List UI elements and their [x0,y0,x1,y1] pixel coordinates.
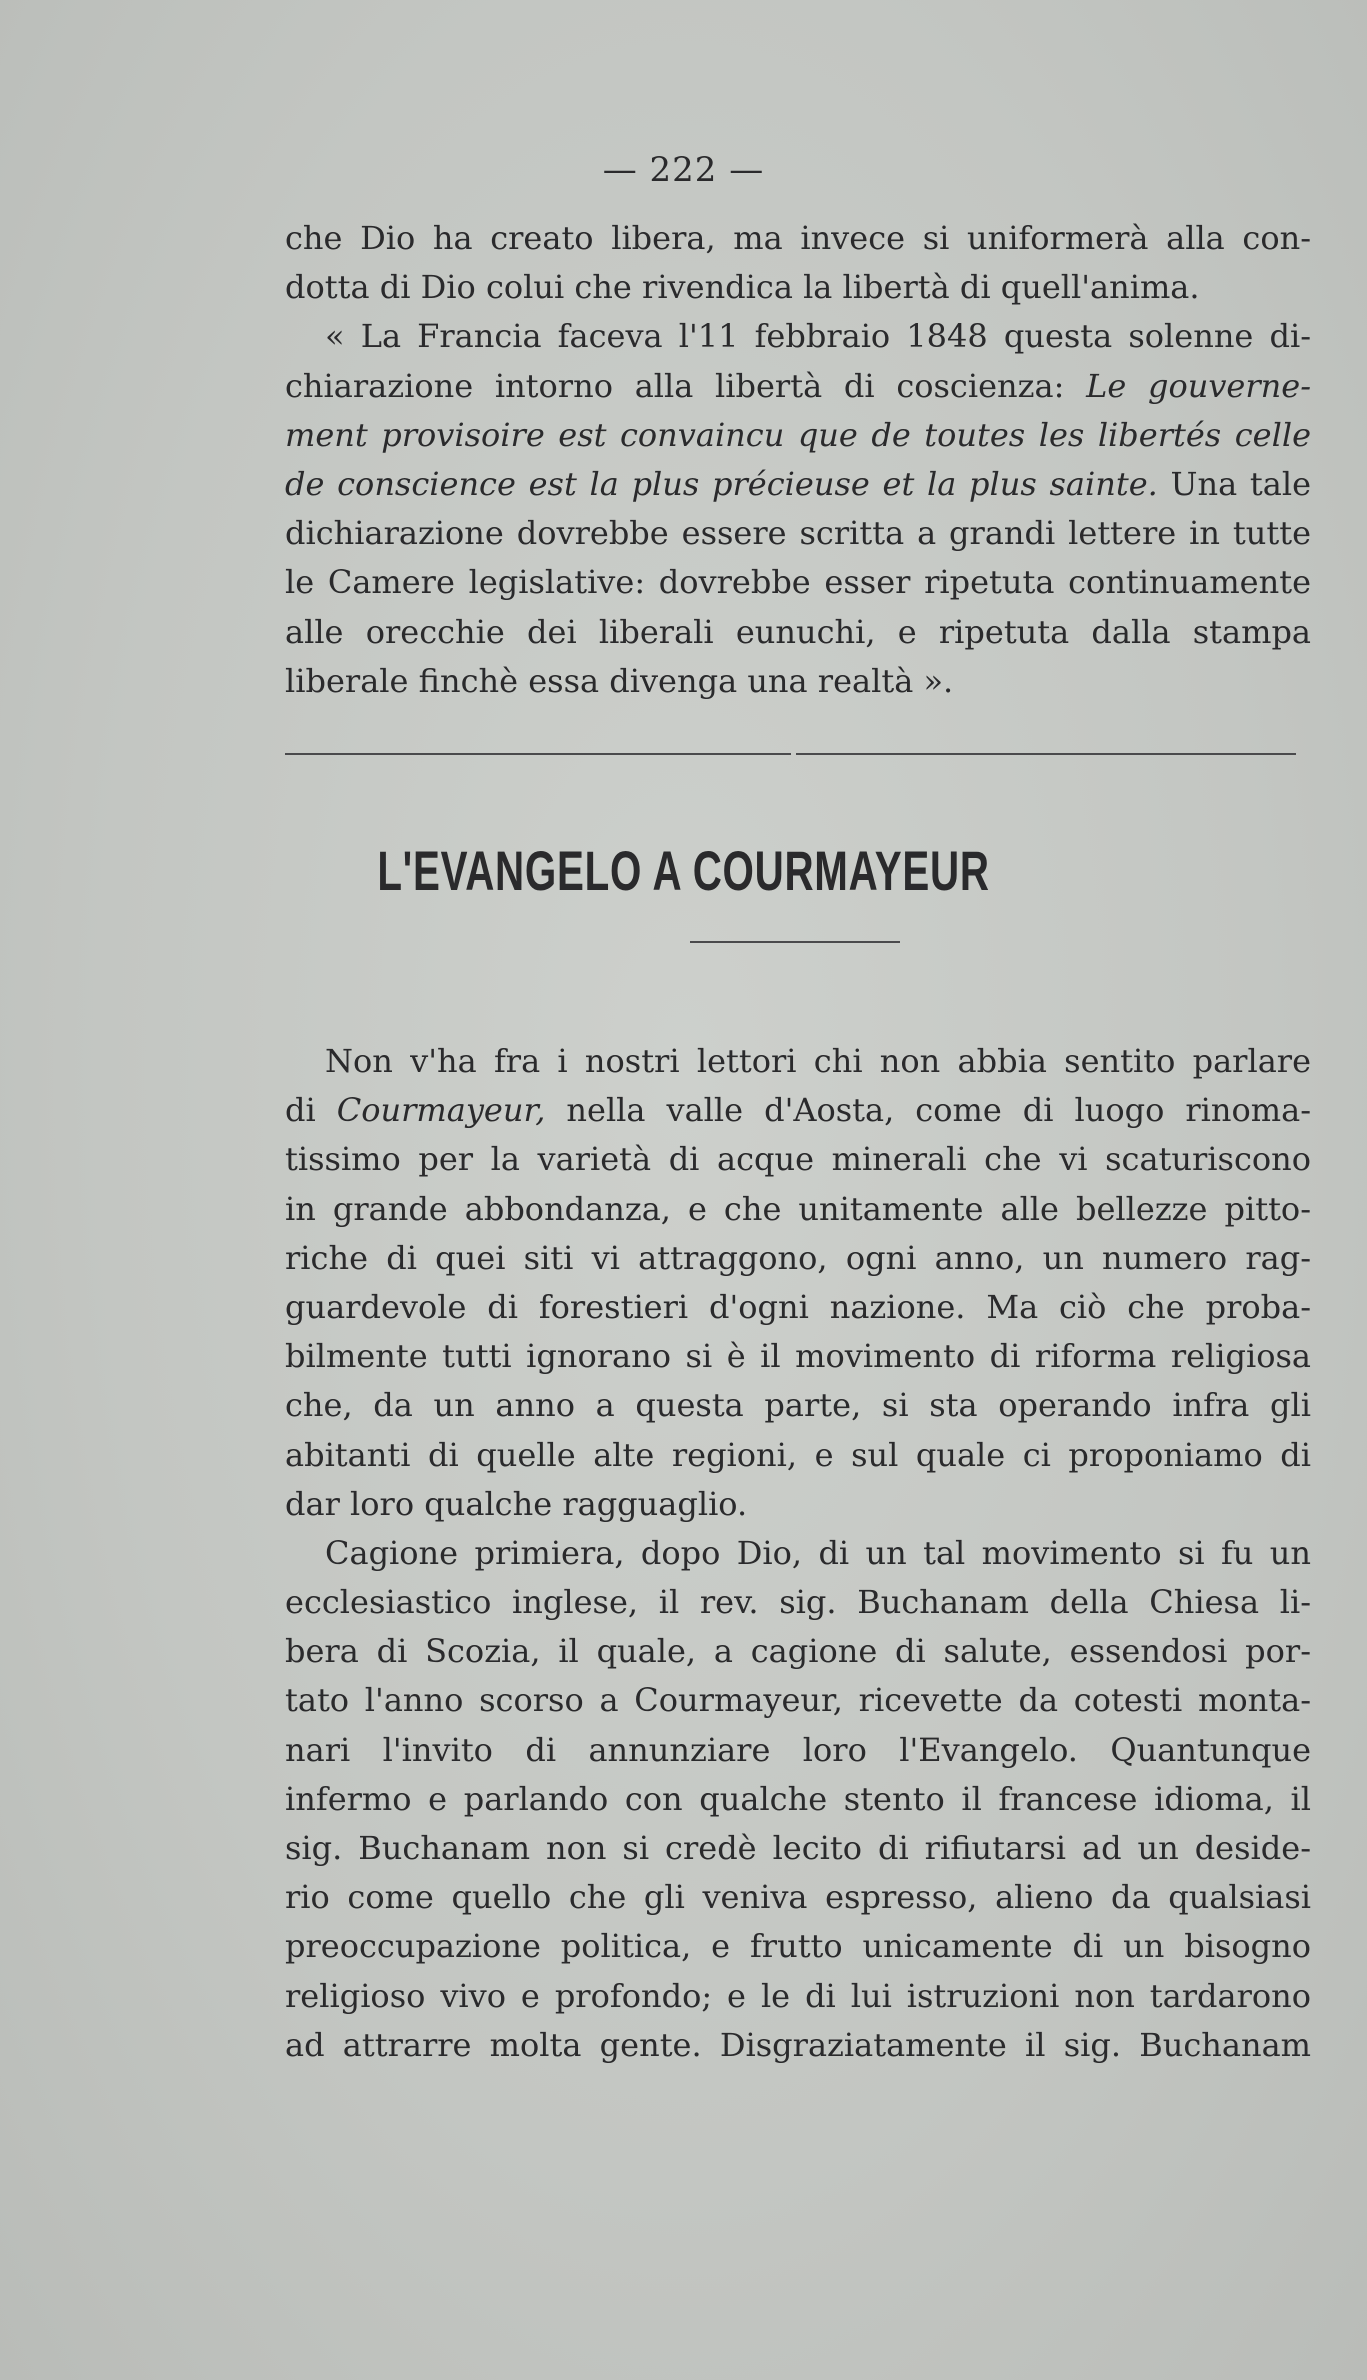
italic-text: de conscience est la plus précieuse et la plus sainte. [285,464,1158,503]
line-text: preoccupazione politica, e frutto unicamente di un bisogno [285,1927,1311,1966]
line-text: in grande abbondanza, e che unitamente alle bellezze pitto- [285,1189,1311,1228]
text-line [285,1480,1311,1529]
line-text: dotta di Dio colui che rivendica la libertà di quell'anima. [285,268,1200,307]
text-block-top [285,214,1311,706]
line-text: ad attrarre molta gente. Disgraziatamente il sig. Buchanam [285,2025,1311,2064]
text-line [285,509,1311,558]
line-text: le Camere legislative: dovrebbe esser ripetuta continuamente [285,563,1311,602]
line-text: di [285,1091,337,1130]
italic-text: ment provisoire est convaincu que de toutes les libertés celle [285,415,1311,454]
title-rule [690,941,900,943]
text-line [285,460,1311,509]
text-line [285,1234,1311,1283]
text-line [285,1431,1311,1480]
article-body [285,1037,1311,2070]
text-line [285,1381,1311,1430]
line-text: sig. Buchanam non si credè lecito di rifiutarsi ad un deside- [285,1829,1311,1867]
text-line [285,1873,1311,1922]
line-text: bilmente tutti ignorano si è il movimento di riforma religiosa [285,1337,1311,1376]
line-text: dar loro qualche ragguaglio. [285,1484,748,1523]
section-rule-left [285,753,791,755]
text-line [285,1627,1311,1676]
line-text: guardevole di forestieri d'ogni nazione. Ma ciò che proba- [285,1287,1311,1326]
section-rule-right [796,753,1296,755]
line-text: tissimo per la varietà di acque minerali che vi scaturiscono [285,1140,1311,1179]
page-number: — 222 — [602,150,765,190]
line-text: nella valle d'Aosta, come di luogo rinoma- [545,1091,1312,1130]
italic-text: Courmayeur, [336,1091,546,1130]
text-line [285,1775,1311,1824]
text-line [285,1332,1311,1381]
text-line [285,312,1311,361]
text-line [285,263,1311,312]
text-line [285,1578,1311,1627]
text-line [285,1922,1311,1971]
text-line [285,411,1311,460]
line-text: Cagione primiera, dopo Dio, di un tal movimento si fu un [325,1533,1311,1572]
line-text: nari l'invito di annunziare loro l'Evangelo. Quantunque [285,1730,1311,1769]
line-text: che Dio ha creato libera, ma invece si uniformerà alla con- [285,219,1311,257]
line-text: religioso vivo e profondo; e le di lui istruzioni non tardarono [285,1976,1311,2015]
line-text: chiarazione intorno alla libertà di coscienza: [285,366,1087,405]
line-text: ecclesiastico inglese, il rev. sig. Buchanam della Chiesa li- [285,1583,1311,1622]
line-text: rio come quello che gli veniva espresso, alieno da qualsiasi [285,1878,1311,1917]
line-text: riche di quei siti vi attraggono, ogni anno, un numero rag- [285,1238,1311,1277]
text-line [285,1135,1311,1184]
text-line [285,1086,1311,1135]
text-line [285,657,1311,706]
text-line [285,1185,1311,1234]
line-text: che, da un anno a questa parte, si sta operando infra gli [285,1386,1311,1425]
line-text: dichiarazione dovrebbe essere scritta a grandi lettere in tutte [285,514,1311,553]
line-text: « La Francia faceva l'11 febbraio 1848 questa solenne di- [325,317,1311,356]
line-text: bera di Scozia, il quale, a cagione di salute, essendosi por- [285,1632,1311,1671]
line-text: Una tale [1157,464,1312,503]
line-text: liberale finchè essa divenga una realtà ». [285,661,954,700]
text-line [285,362,1311,411]
line-text: abitanti di quelle alte regioni, e sul quale ci proponiamo di [285,1435,1311,1474]
text-line [285,2021,1311,2070]
line-text: infermo e parlando con qualche stento il francese idioma, il [285,1779,1311,1818]
line-text: alle orecchie dei liberali eunuchi, e ripetuta dalla stampa [285,612,1311,651]
text-line [285,1726,1311,1775]
article-title: L'EVANGELO A COURMAYEUR [377,839,990,902]
text-line [285,558,1311,607]
line-text: tato l'anno scorso a Courmayeur, ricevette da cotesti monta- [285,1681,1311,1720]
text-line [285,1529,1311,1578]
italic-text: Le gouverne- [1086,366,1312,405]
text-line [285,1676,1311,1725]
text-line [285,1972,1311,2021]
text-line [285,1037,1311,1086]
line-text: Non v'ha fra i nostri lettori chi non abbia sentito parlare [325,1042,1311,1080]
text-line [285,1824,1311,1873]
text-line [285,214,1311,263]
text-line [285,608,1311,657]
text-line [285,1283,1311,1332]
